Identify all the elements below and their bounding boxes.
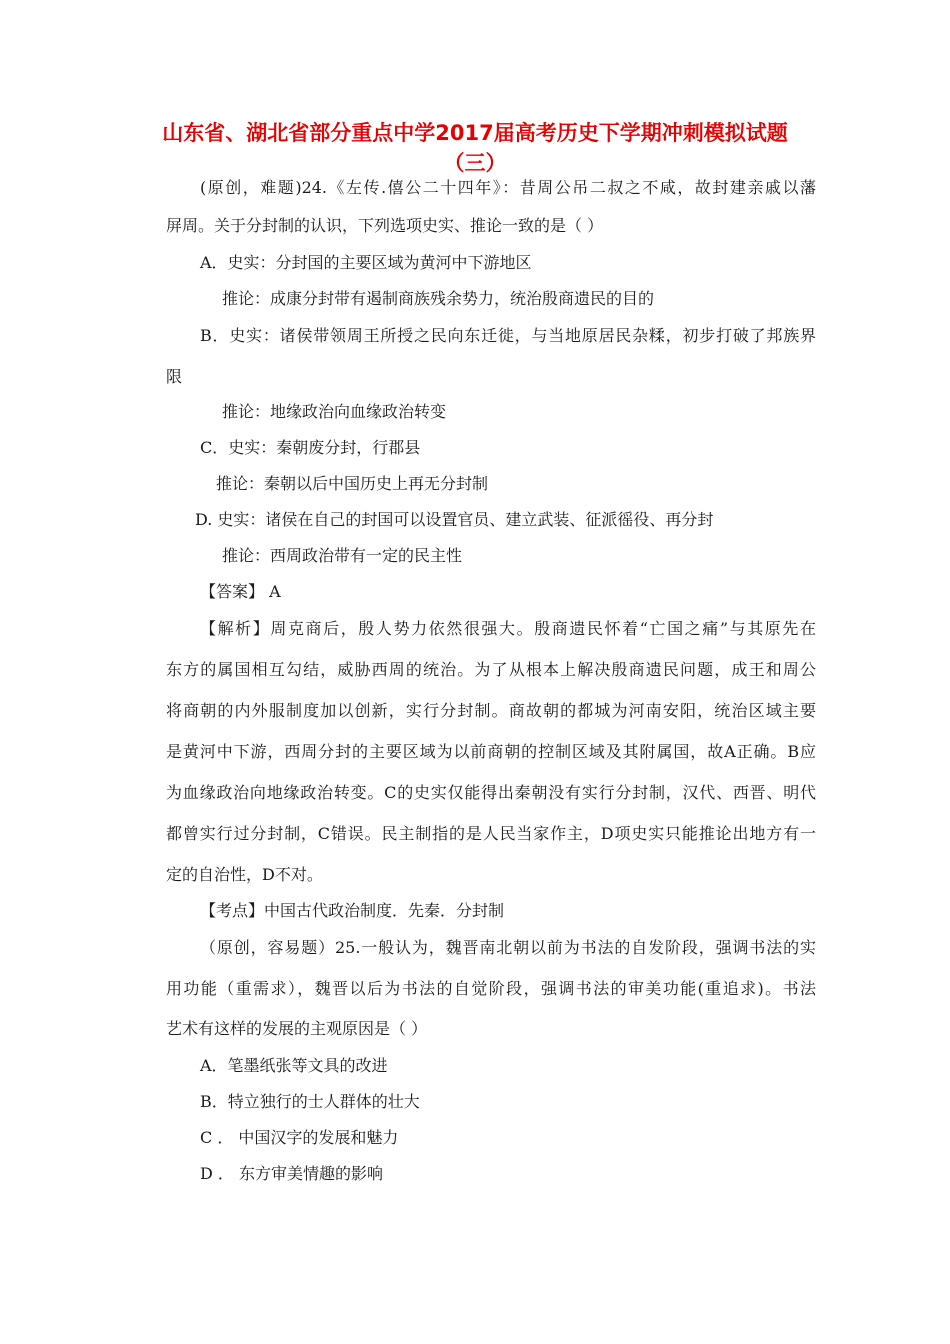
q24-answer: 【答案】 A (200, 582, 281, 601)
q24-option-c-fact: C．史实：秦朝废分封，行郡县 (200, 438, 421, 457)
q25-option-c: C ． 中国汉字的发展和魅力 (200, 1128, 399, 1147)
q24-stem-line-2: 屏周。关于分封制的认识，下列选项史实、推论一致的是（ ） (166, 216, 604, 235)
q24-option-b-inference: 推论：地缘政治向血缘政治转变 (222, 402, 447, 421)
q24-analysis-line-1: 【解析】周克商后，殷人势力依然很强大。殷商遗民怀着“亡国之痛”与其原先在 (200, 619, 816, 638)
title-line-1: 山东省、湖北省部分重点中学2017届高考历史下学期冲刺模拟试题 (162, 121, 788, 145)
q25-option-b: B．特立独行的士人群体的壮大 (200, 1092, 420, 1111)
q24-option-c-inference: 推论：秦朝以后中国历史上再无分封制 (216, 474, 489, 493)
q25-stem-line-3: 艺术有这样的发展的主观原因是（ ） (166, 1019, 428, 1038)
q24-analysis-line-4: 是黄河中下游，西周分封的主要区域为以前商朝的控制区域及其附属国，故A正确。B应 (166, 742, 816, 761)
q25-stem-line-1: （原创，容易题）25.一般认为，魏晋南北朝以前为书法的自发阶段，强调书法的实 (200, 938, 816, 957)
q24-analysis-line-6: 都曾实行过分封制，C错误。民主制指的是人民当家作主，D项史实只能推论出地方有一 (166, 824, 816, 843)
q24-key-point: 【考点】中国古代政治制度．先秦．分封制 (200, 901, 505, 920)
q24-option-b-fact-line-1: B．史实：诸侯带领周王所授之民向东迁徙，与当地原居民杂糅，初步打破了邦族界 (200, 326, 816, 345)
q24-option-d-fact: D. 史实：诸侯在自己的封国可以设置官员、建立武装、征派徭役、再分封 (195, 510, 714, 529)
title-line-2: （三） (443, 151, 507, 175)
q24-analysis-line-2: 东方的属国相互勾结，威胁西周的统治。为了从根本上解决殷商遗民问题，成王和周公 (166, 660, 816, 679)
q24-stem-line-1: (原创，难题)24.《左传.僖公二十四年》：昔周公吊二叔之不咸，故封建亲戚以藩 (200, 178, 816, 197)
q24-option-a-fact: A．史实：分封国的主要区域为黄河中下游地区 (200, 253, 532, 272)
q24-analysis-line-3: 将商朝的内外服制度加以创新，实行分封制。商故朝的都城为河南安阳，统治区域主要 (166, 701, 816, 720)
q24-option-b-fact-line-2: 限 (166, 367, 183, 386)
q24-analysis-line-7: 定的自治性，D不对。 (166, 865, 323, 884)
q24-option-d-inference: 推论：西周政治带有一定的民主性 (222, 546, 463, 565)
q25-option-d: D ． 东方审美情趣的影响 (200, 1164, 384, 1183)
q25-stem-line-2: 用功能（重需求），魏晋以后为书法的自觉阶段，强调书法的审美功能(重追求)。书法 (166, 979, 816, 998)
q24-option-a-inference: 推论：成康分封带有遏制商族残余势力，统治殷商遗民的目的 (222, 289, 655, 308)
q25-option-a: A．笔墨纸张等文具的改进 (200, 1056, 388, 1075)
q24-analysis-line-5: 为血缘政治向地缘政治转变。C的史实仅能得出秦朝没有实行分封制，汉代、西晋、明代 (166, 783, 816, 802)
document-title (120, 118, 830, 178)
